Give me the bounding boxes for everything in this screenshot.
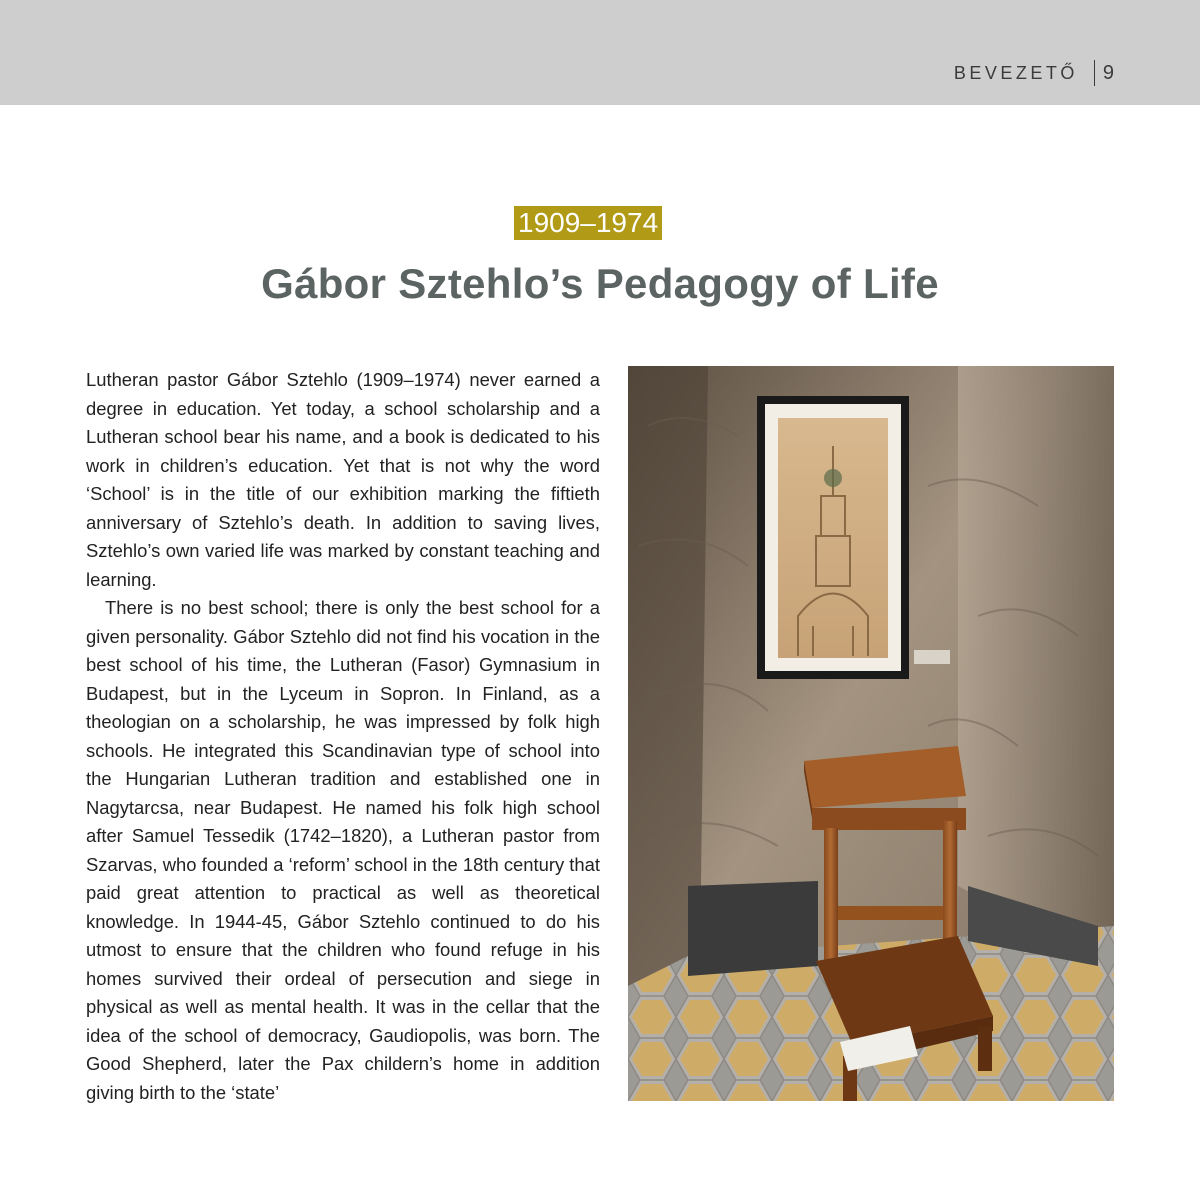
paragraph-1: Lutheran pastor Gábor Sztehlo (1909–1974) never earned a degree in education. Yet today, a school scholarship and a Lutheran school bear his name, and a book is dedicated to his work in children’s education. Yet that is not why the word ‘School’ is in the title of our exhibition marking the fiftieth anniversary of Sztehlo’s death. In addition to saving lives, Sztehlo’s own varied life was marked by constant teaching and learning. — [86, 369, 600, 590]
running-head — [954, 60, 1114, 86]
page-divider — [1094, 60, 1095, 86]
page-number: 9 — [1102, 61, 1114, 84]
exhibition-photo — [628, 366, 1114, 1101]
header-band — [0, 0, 1200, 105]
article-title: Gábor Sztehlo’s Pedagogy of Life — [261, 260, 939, 307]
section-title: BEVEZETŐ — [953, 62, 1078, 83]
years-label: 1909–1974 — [514, 206, 662, 240]
article-body — [86, 366, 600, 1107]
paragraph-2: There is no best school; there is only the best school for a given personality. Gábor Sztehlo did not find his vocation in the best school of his time, the Lutheran (Fasor) Gymnasium in Budapest, but in the Lyceum in Sopron. In Finland, as a theologian on a scholarship, he was impressed by folk high schools. He integrated this Scandinavian type of school into the Hungarian Lutheran tradition and established one in Nagytarcsa, near Budapest. He named his folk high school after Samuel Tessedik (1742–1820), a Lutheran pastor from Szarvas, who founded a ‘reform’ school in the 18th century that paid great attention to practical as well as theoretical knowledge. In 1944-45, Gábor Sztehlo continued to do his utmost to ensure that the children who found refuge in his homes survived their ordeal of persecution and siege in physical as well as mental health. It was in the cellar that the idea of the school of democracy, Gaudiopolis, was born. The Good Shepherd, later the Pax childern’s home in addition giving birth to the ‘state’ — [86, 597, 600, 1103]
